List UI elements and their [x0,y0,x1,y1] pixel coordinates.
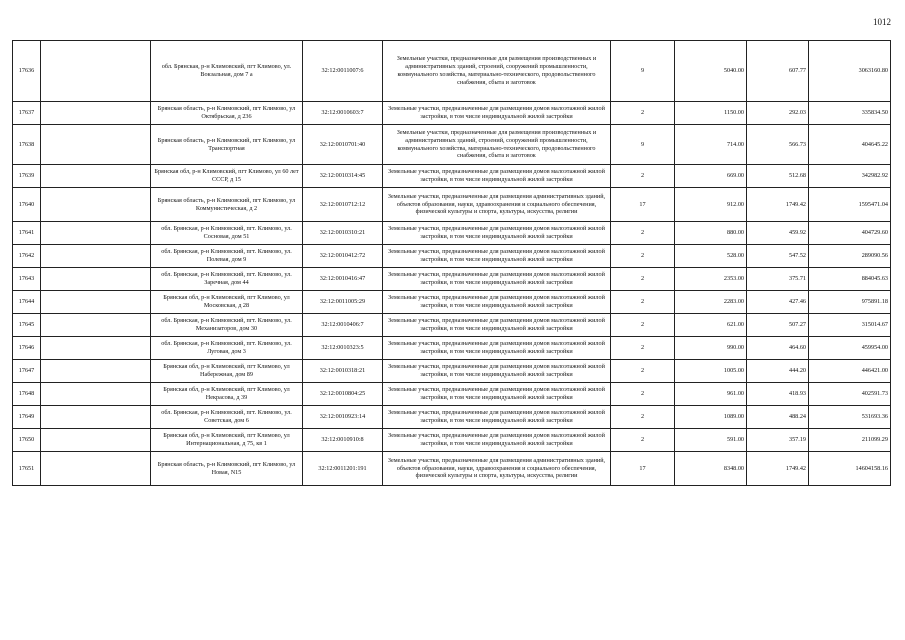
area-cell: 528.00 [675,245,747,268]
specific-value-cell: 512.68 [747,165,809,188]
use-code-cell: 2 [611,383,675,406]
row-number: 17637 [13,102,41,125]
area-cell: 1089.00 [675,406,747,429]
area-cell: 880.00 [675,222,747,245]
cadastral-value-cell: 315014.67 [809,314,891,337]
area-cell: 621.00 [675,314,747,337]
land-use-cell: Земельные участки, предназначенные для размещения домов малоэтажной жилой застройки, в том числе индивидуальной жилой застройки [383,406,611,429]
cadastral-number-cell: 32:12:0010804:25 [303,383,383,406]
spacer-cell [41,125,151,165]
land-use-cell: Земельные участки, предназначенные для размещения домов малоэтажной жилой застройки, в том числе индивидуальной жилой застройки [383,337,611,360]
address-cell: обл. Брянская, р-н Климовский, пгт. Климово, ул. Луговая, дом 3 [151,337,303,360]
cadastral-value-cell: 211099.29 [809,429,891,452]
cadastral-value-cell: 3063160.80 [809,41,891,102]
row-number: 17636 [13,41,41,102]
use-code-cell: 17 [611,452,675,486]
address-cell: обл. Брянская, р-н Климовский, пгт. Климово, ул. Заречная, дом 44 [151,268,303,291]
spacer-cell [41,360,151,383]
area-cell: 912.00 [675,188,747,222]
land-use-cell: Земельные участки, предназначенные для размещения производственных и административных зданий, строений, сооружений промышленности, коммунального хозяйства, материально-технического, продовольственного снабжения, сбыта и заготовок [383,125,611,165]
row-number: 17641 [13,222,41,245]
land-use-cell: Земельные участки, предназначенные для размещения домов малоэтажной жилой застройки, в том числе индивидуальной жилой застройки [383,291,611,314]
table-row [13,188,891,222]
row-number: 17642 [13,245,41,268]
cadastral-number-cell: 32:12:0011005:29 [303,291,383,314]
use-code-cell: 9 [611,41,675,102]
land-use-cell: Земельные участки, предназначенные для размещения производственных и административных зданий, строений, сооружений промышленности, коммунального хозяйства, материально-технического, продовольственного снабжения, сбыта и заготовок [383,41,611,102]
use-code-cell: 2 [611,222,675,245]
cadastral-value-table [12,40,891,486]
cadastral-value-cell: 404729.60 [809,222,891,245]
use-code-cell: 2 [611,245,675,268]
spacer-cell [41,268,151,291]
specific-value-cell: 459.92 [747,222,809,245]
row-number: 17639 [13,165,41,188]
row-number: 17649 [13,406,41,429]
row-number: 17638 [13,125,41,165]
address-cell: обл. Брянская, р-н Климовский, пгт. Климово, ул. Механизаторов, дом 30 [151,314,303,337]
cadastral-number-cell: 32:12:0010412:72 [303,245,383,268]
land-use-cell: Земельные участки, предназначенные для размещения административных зданий, объектов образования, науки, здравоохранения и социального обеспечения, физической культуры и спорта, культуры, искусства, религии [383,188,611,222]
row-number: 17646 [13,337,41,360]
spacer-cell [41,429,151,452]
cadastral-number-cell: 32:12:0010310:21 [303,222,383,245]
land-use-cell: Земельные участки, предназначенные для размещения домов малоэтажной жилой застройки, в том числе индивидуальной жилой застройки [383,268,611,291]
address-cell: Брянская обл, р-н Климовский, пгт Климово, ул Интернациональная, д 75, кв 1 [151,429,303,452]
spacer-cell [41,406,151,429]
area-cell: 591.00 [675,429,747,452]
table-row [13,452,891,486]
specific-value-cell: 547.52 [747,245,809,268]
table-row [13,291,891,314]
cadastral-number-cell: 32:12:0010910:8 [303,429,383,452]
table-row [13,102,891,125]
cadastral-number-cell: 32:12:0010314:45 [303,165,383,188]
area-cell: 2353.00 [675,268,747,291]
address-cell: обл. Брянская, р-н Климовский, пгт Климово, ул. Вокзальная, дом 7 а [151,41,303,102]
row-number: 17644 [13,291,41,314]
table-row [13,429,891,452]
cadastral-number-cell: 32:12:0010603:7 [303,102,383,125]
spacer-cell [41,165,151,188]
spacer-cell [41,41,151,102]
cadastral-value-cell: 446421.00 [809,360,891,383]
area-cell: 990.00 [675,337,747,360]
table-row [13,314,891,337]
address-cell: Брянская область, р-н Климовский, пгт Климово, ул Новая, N15 [151,452,303,486]
land-use-cell: Земельные участки, предназначенные для размещения домов малоэтажной жилой застройки, в том числе индивидуальной жилой застройки [383,383,611,406]
cadastral-number-cell: 32:12:0010323:5 [303,337,383,360]
specific-value-cell: 444.20 [747,360,809,383]
use-code-cell: 2 [611,406,675,429]
use-code-cell: 2 [611,268,675,291]
table-row [13,268,891,291]
use-code-cell: 2 [611,337,675,360]
cadastral-number-cell: 32:12:0010416:47 [303,268,383,291]
address-cell: Брянская обл, р-н Климовский, пгт Климово, ул Некрасова, д 39 [151,383,303,406]
table-row [13,165,891,188]
use-code-cell: 2 [611,291,675,314]
table-row [13,337,891,360]
area-cell: 1005.00 [675,360,747,383]
cadastral-number-cell: 32:12:0010406:7 [303,314,383,337]
spacer-cell [41,222,151,245]
area-cell: 2283.00 [675,291,747,314]
use-code-cell: 17 [611,188,675,222]
table-row [13,383,891,406]
row-number: 17650 [13,429,41,452]
row-number: 17643 [13,268,41,291]
address-cell: обл. Брянская, р-н Климовский, пгт. Климово, ул. Полевая, дом 9 [151,245,303,268]
use-code-cell: 2 [611,360,675,383]
spacer-cell [41,188,151,222]
land-use-cell: Земельные участки, предназначенные для размещения домов малоэтажной жилой застройки, в том числе индивидуальной жилой застройки [383,245,611,268]
table-body [13,41,891,486]
specific-value-cell: 507.27 [747,314,809,337]
page-number: 1012 [873,17,891,27]
table-row [13,406,891,429]
specific-value-cell: 292.03 [747,102,809,125]
cadastral-number-cell: 32:12:0010712:12 [303,188,383,222]
cadastral-value-cell: 342982.92 [809,165,891,188]
use-code-cell: 2 [611,165,675,188]
cadastral-value-cell: 884045.63 [809,268,891,291]
area-cell: 8348.00 [675,452,747,486]
row-number: 17651 [13,452,41,486]
cadastral-number-cell: 32:12:0011007:6 [303,41,383,102]
cadastral-value-cell: 14604158.16 [809,452,891,486]
specific-value-cell: 488.24 [747,406,809,429]
spacer-cell [41,314,151,337]
cadastral-value-cell: 289090.56 [809,245,891,268]
cadastral-value-cell: 404645.22 [809,125,891,165]
address-cell: Брянская область, р-н Климовский, пгт Климово, ул Октябрьская, д 236 [151,102,303,125]
specific-value-cell: 1749.42 [747,188,809,222]
cadastral-value-cell: 459954.00 [809,337,891,360]
specific-value-cell: 464.60 [747,337,809,360]
specific-value-cell: 418.93 [747,383,809,406]
spacer-cell [41,383,151,406]
use-code-cell: 2 [611,429,675,452]
land-use-cell: Земельные участки, предназначенные для размещения домов малоэтажной жилой застройки, в том числе индивидуальной жилой застройки [383,222,611,245]
spacer-cell [41,102,151,125]
address-cell: Брянская обл, р-н Климовский, пгт Климово, ул Набережная, дом 89 [151,360,303,383]
specific-value-cell: 607.77 [747,41,809,102]
address-cell: Брянская обл, р-н Климовский, пгт Климово, ул 60 лет СССР, д 15 [151,165,303,188]
table-row [13,125,891,165]
area-cell: 714.00 [675,125,747,165]
table-row [13,245,891,268]
table-row [13,222,891,245]
cadastral-value-cell: 402591.73 [809,383,891,406]
cadastral-number-cell: 32:12:0010701:40 [303,125,383,165]
cadastral-value-cell: 1595471.04 [809,188,891,222]
area-cell: 5040.00 [675,41,747,102]
cadastral-number-cell: 32:12:0010923:14 [303,406,383,429]
address-cell: Брянская область, р-н Климовский, пгт Климово, ул Коммунистическая, д 2 [151,188,303,222]
spacer-cell [41,245,151,268]
address-cell: Брянская область, р-н Климовский, пгт Климово, ул Транспортная [151,125,303,165]
spacer-cell [41,337,151,360]
table-row [13,41,891,102]
spacer-cell [41,291,151,314]
land-use-cell: Земельные участки, предназначенные для размещения домов малоэтажной жилой застройки, в том числе индивидуальной жилой застройки [383,429,611,452]
cadastral-value-cell: 531693.36 [809,406,891,429]
specific-value-cell: 375.71 [747,268,809,291]
table-row [13,360,891,383]
land-use-cell: Земельные участки, предназначенные для размещения домов малоэтажной жилой застройки, в том числе индивидуальной жилой застройки [383,314,611,337]
specific-value-cell: 1749.42 [747,452,809,486]
address-cell: обл. Брянская, р-н Климовский, пгт. Климово, ул. Сосновая, дом 51 [151,222,303,245]
use-code-cell: 2 [611,102,675,125]
address-cell: обл. Брянская, р-н Климовский, пгт. Климово, ул. Советская, дом 6 [151,406,303,429]
area-cell: 669.00 [675,165,747,188]
area-cell: 961.00 [675,383,747,406]
cadastral-value-cell: 335834.50 [809,102,891,125]
cadastral-number-cell: 32:12:0011201:191 [303,452,383,486]
land-use-cell: Земельные участки, предназначенные для размещения административных зданий, объектов образования, науки, здравоохранения и социального обеспечения, физической культуры и спорта, культуры, искусства, религии [383,452,611,486]
specific-value-cell: 427.46 [747,291,809,314]
row-number: 17645 [13,314,41,337]
cadastral-value-cell: 975891.18 [809,291,891,314]
land-use-cell: Земельные участки, предназначенные для размещения домов малоэтажной жилой застройки, в том числе индивидуальной жилой застройки [383,360,611,383]
specific-value-cell: 357.19 [747,429,809,452]
specific-value-cell: 566.73 [747,125,809,165]
spacer-cell [41,452,151,486]
use-code-cell: 2 [611,314,675,337]
area-cell: 1150.00 [675,102,747,125]
use-code-cell: 9 [611,125,675,165]
row-number: 17648 [13,383,41,406]
row-number: 17647 [13,360,41,383]
address-cell: Брянская обл, р-н Климовский, пгт Климово, ул Московская, д 28 [151,291,303,314]
land-use-cell: Земельные участки, предназначенные для размещения домов малоэтажной жилой застройки, в том числе индивидуальной жилой застройки [383,102,611,125]
cadastral-number-cell: 32:12:0010318:21 [303,360,383,383]
land-use-cell: Земельные участки, предназначенные для размещения домов малоэтажной жилой застройки, в том числе индивидуальной жилой застройки [383,165,611,188]
row-number: 17640 [13,188,41,222]
